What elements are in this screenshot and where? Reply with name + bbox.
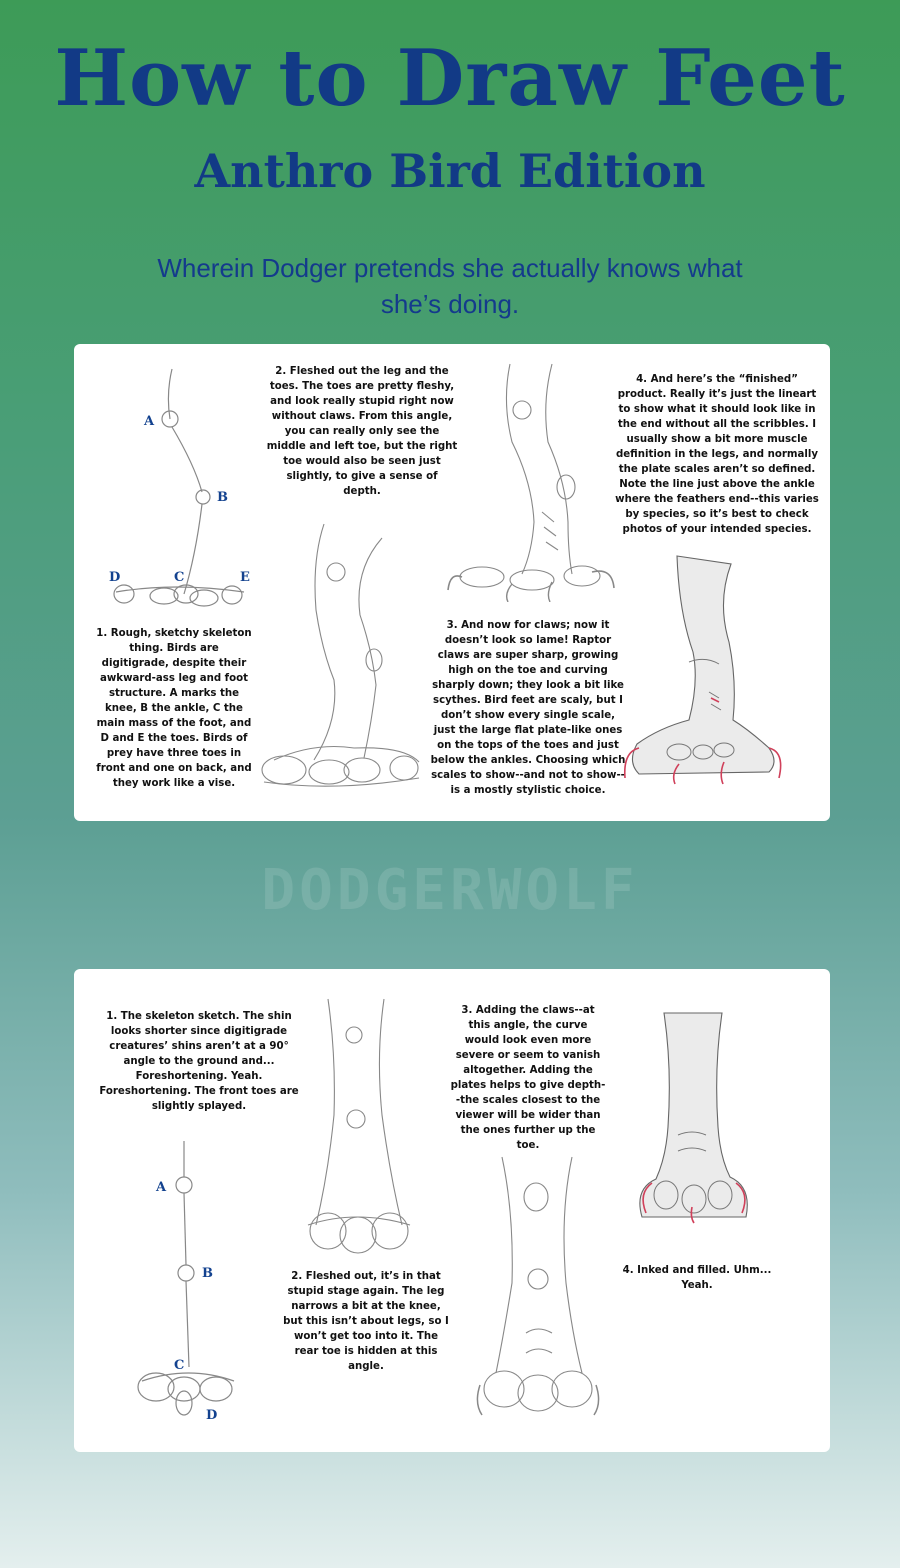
clawed-leg-sketch-side	[442, 362, 622, 602]
front-label-a: A	[156, 1180, 167, 1195]
inked-leg-front	[634, 1007, 754, 1227]
fleshed-leg-sketch-front	[306, 995, 416, 1265]
front-label-c: C	[174, 1358, 185, 1373]
step-3-text: 3. And now for claws; now it doesn’t look so lame! Raptor claws are super sharp, growing high on the toe and curving sharply down; they look a bit like scythes. Bird feet are scaly, but I don’t show every single scale, just the large flat plate-like ones on the tops of the toes and just below the ankles. Choosing which scales to show--and not to show--is a mostly stylistic choice.	[430, 620, 626, 796]
front-label-d: D	[206, 1408, 218, 1423]
front-step-4-text: 4. Inked and filled. Uhm... Yeah.	[622, 1265, 772, 1291]
fleshed-leg-sketch-side	[254, 520, 429, 795]
front-view-panel	[74, 969, 830, 1452]
label-a: A	[144, 414, 155, 429]
side-view-panel	[74, 344, 830, 821]
label-b: B	[217, 490, 228, 505]
front-step-3-text: 3. Adding the claws--at this angle, the curve would look even more severe or seem to vanish altogether. Adding the plates helps to give depth--the scales closest to the viewer will be wider than the ones further up the toe.	[450, 1005, 606, 1151]
front-step-2-text: 2. Fleshed out, it’s in that stupid stage again. The leg narrows a bit at the knee, but this isn’t about legs, so I won’t get too into it. The rear toe is hidden at this angle.	[283, 1271, 449, 1372]
skeleton-sketch-side	[104, 364, 264, 634]
label-e: E	[240, 570, 250, 585]
front-step-1-text: 1. The skeleton sketch. The shin looks shorter since digitigrade creatures’ shins aren’t at a 90° angle to the ground and... Foreshortening. Yeah. Foreshortening. The front toes are slightly splayed.	[99, 1011, 299, 1112]
label-d: D	[109, 570, 121, 585]
skeleton-sketch-front	[134, 1137, 264, 1427]
step-1-text: 1. Rough, sketchy skeleton thing. Birds are digitigrade, despite their awkward-ass leg and foot structure. A marks the knee, B the ankle, C the main mass of the foot, and D and E the toes. Birds of prey have three toes in front and one on back, and they work like a vise.	[96, 628, 252, 789]
step-4-text: 4. And here’s the “finished” product. Really it’s just the lineart to show what it should look like in the end without all the scribbles. I usually show a bit more muscle definition in the legs, and normally the plate scales aren’t so defined. Note the line just above the ankle where the feathers end--this varies by species, so it’s best to check photos of your intended species.	[615, 374, 819, 535]
watermark: DODGERWOLF	[261, 858, 639, 923]
step-2-text: 2. Fleshed out the leg and the toes. The toes are pretty fleshy, and look really stupid right now without claws. From this angle, you can really only see the middle and left toe, but the right toe would also be seen just slightly, to give a sense of depth.	[266, 366, 458, 497]
clawed-leg-sketch-front	[474, 1153, 604, 1433]
label-c: C	[174, 570, 185, 585]
front-label-b: B	[202, 1266, 213, 1281]
inked-leg-side	[619, 552, 789, 792]
tagline: Wherein Dodger pretends she actually knows what she’s doing.	[157, 253, 743, 319]
subtitle: Anthro Bird Edition	[194, 144, 706, 198]
main-title: How to Draw Feet	[54, 33, 846, 124]
